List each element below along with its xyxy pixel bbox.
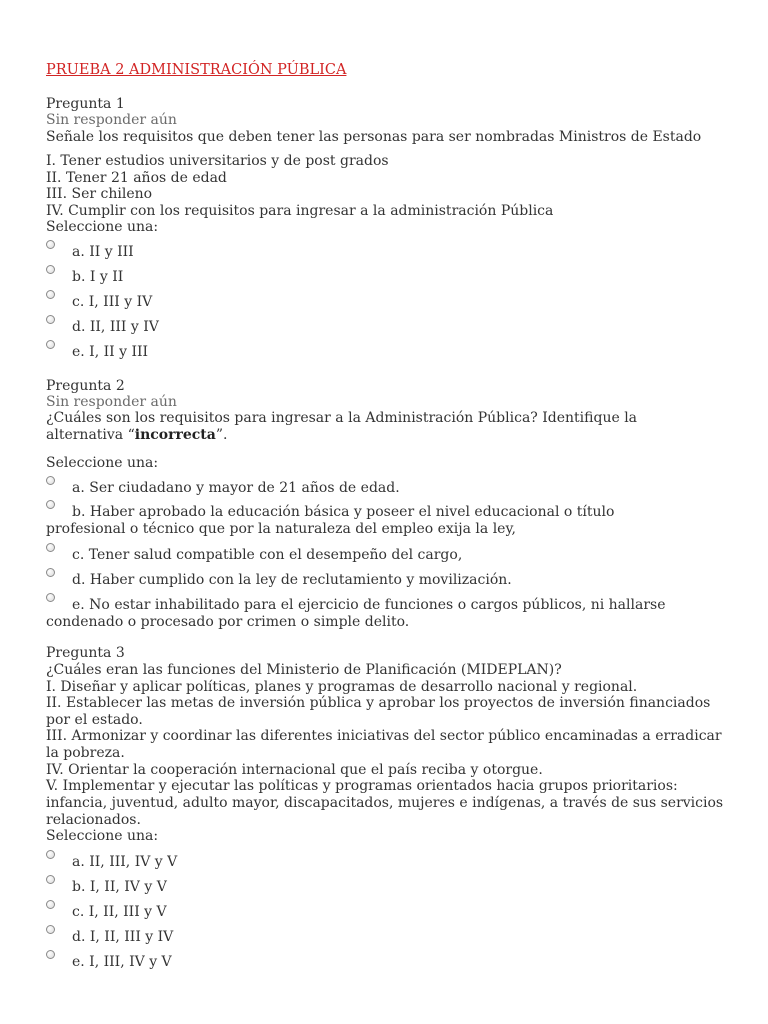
q2-option-e[interactable] xyxy=(46,593,696,631)
q2-option-d-label: d. Haber cumplido con la ley de reclutamiento y movilización. xyxy=(72,572,512,588)
q2-text-bold: incorrecta xyxy=(134,427,216,443)
q3-text: ¿Cuáles eran las funciones del Ministerio de Planificación (MIDEPLAN)? xyxy=(46,662,562,678)
q3-prompt: Seleccione una: xyxy=(46,828,159,844)
radio-icon[interactable] xyxy=(46,500,55,509)
q3-item-5: V. Implementar y ejecutar las políticas y programas orientados hacia grupos prioritarios: infancia, juventud, adulto mayor, discapacitados, mujeres e indígenas, a través de sus servicios relacionados. xyxy=(46,778,724,828)
q2-option-b[interactable] xyxy=(46,500,696,538)
q1-item-4: IV. Cumplir con los requisitos para ingresar a la administración Pública xyxy=(46,203,554,219)
q3-label: Pregunta 3 xyxy=(46,645,125,661)
q3-option-b-label: b. I, II, IV y V xyxy=(72,879,167,895)
q2-label: Pregunta 2 xyxy=(46,378,125,394)
q2-status: Sin responder aún xyxy=(46,394,177,410)
q1-item-2: II. Tener 21 años de edad xyxy=(46,170,227,186)
q2-prompt: Seleccione una: xyxy=(46,455,159,471)
radio-icon[interactable] xyxy=(46,543,55,552)
q2-option-e-label: e. No estar inhabilitado para el ejercicio de funciones o cargos públicos, ni hallarse condenado o procesado por crimen o simple delito. xyxy=(46,597,666,630)
q2-option-a-label: a. Ser ciudadano y mayor de 21 años de edad. xyxy=(72,480,400,496)
q3-option-a-label: a. II, III, IV y V xyxy=(72,854,178,870)
q1-text: Señale los requisitos que deben tener las personas para ser nombradas Ministros de Estado xyxy=(46,129,702,145)
q2-text-post: ”. xyxy=(215,427,228,443)
q3-item-1: I. Diseñar y aplicar políticas, planes y programas de desarrollo nacional y regional. xyxy=(46,679,638,695)
radio-icon[interactable] xyxy=(46,875,55,884)
q1-option-a-label: a. II y III xyxy=(72,244,134,260)
q3-item-2: II. Establecer las metas de inversión pública y aprobar los proyectos de inversión financiados por el estado. xyxy=(46,695,711,728)
radio-icon[interactable] xyxy=(46,476,55,485)
q3-option-c-label: c. I, II, III y V xyxy=(72,904,167,920)
q3-option-e-label: e. I, III, IV y V xyxy=(72,954,172,970)
q3-option-d-label: d. I, II, III y IV xyxy=(72,929,174,945)
q1-item-3: III. Ser chileno xyxy=(46,186,153,202)
page-title: PRUEBA 2 ADMINISTRACIÓN PÚBLICA xyxy=(46,62,347,78)
q2-text-line2 xyxy=(46,427,227,444)
radio-icon[interactable] xyxy=(46,900,55,909)
q3-item-3: III. Armonizar y coordinar las diferentes iniciativas del sector público encaminadas a erradicar la pobreza. xyxy=(46,728,722,761)
q2-option-b-label: b. Haber aprobado la educación básica y poseer el nivel educacional o título profesional o técnico que por la naturaleza del empleo exija la ley, xyxy=(46,504,615,537)
q1-option-b-label: b. I y II xyxy=(72,269,124,285)
radio-icon[interactable] xyxy=(46,850,55,859)
q1-option-c-label: c. I, III y IV xyxy=(72,294,153,310)
radio-icon[interactable] xyxy=(46,240,55,249)
q1-option-e-label: e. I, II y III xyxy=(72,344,149,360)
q1-status: Sin responder aún xyxy=(46,112,177,128)
radio-icon[interactable] xyxy=(46,340,55,349)
q2-option-c-label: c. Tener salud compatible con el desempeño del cargo, xyxy=(72,547,463,563)
radio-icon[interactable] xyxy=(46,290,55,299)
radio-icon[interactable] xyxy=(46,568,55,577)
q2-text-pre: alternativa “ xyxy=(46,427,135,443)
q1-label: Pregunta 1 xyxy=(46,96,125,112)
radio-icon[interactable] xyxy=(46,950,55,959)
q1-prompt: Seleccione una: xyxy=(46,219,159,235)
q3-item-4: IV. Orientar la cooperación internacional que el país reciba y otorgue. xyxy=(46,762,543,778)
radio-icon[interactable] xyxy=(46,315,55,324)
q1-item-1: I. Tener estudios universitarios y de post grados xyxy=(46,153,389,169)
radio-icon[interactable] xyxy=(46,265,55,274)
radio-icon[interactable] xyxy=(46,925,55,934)
q1-option-d-label: d. II, III y IV xyxy=(72,319,159,335)
radio-icon[interactable] xyxy=(46,593,55,602)
q2-text-line1: ¿Cuáles son los requisitos para ingresar a la Administración Pública? Identifique la xyxy=(46,410,638,426)
